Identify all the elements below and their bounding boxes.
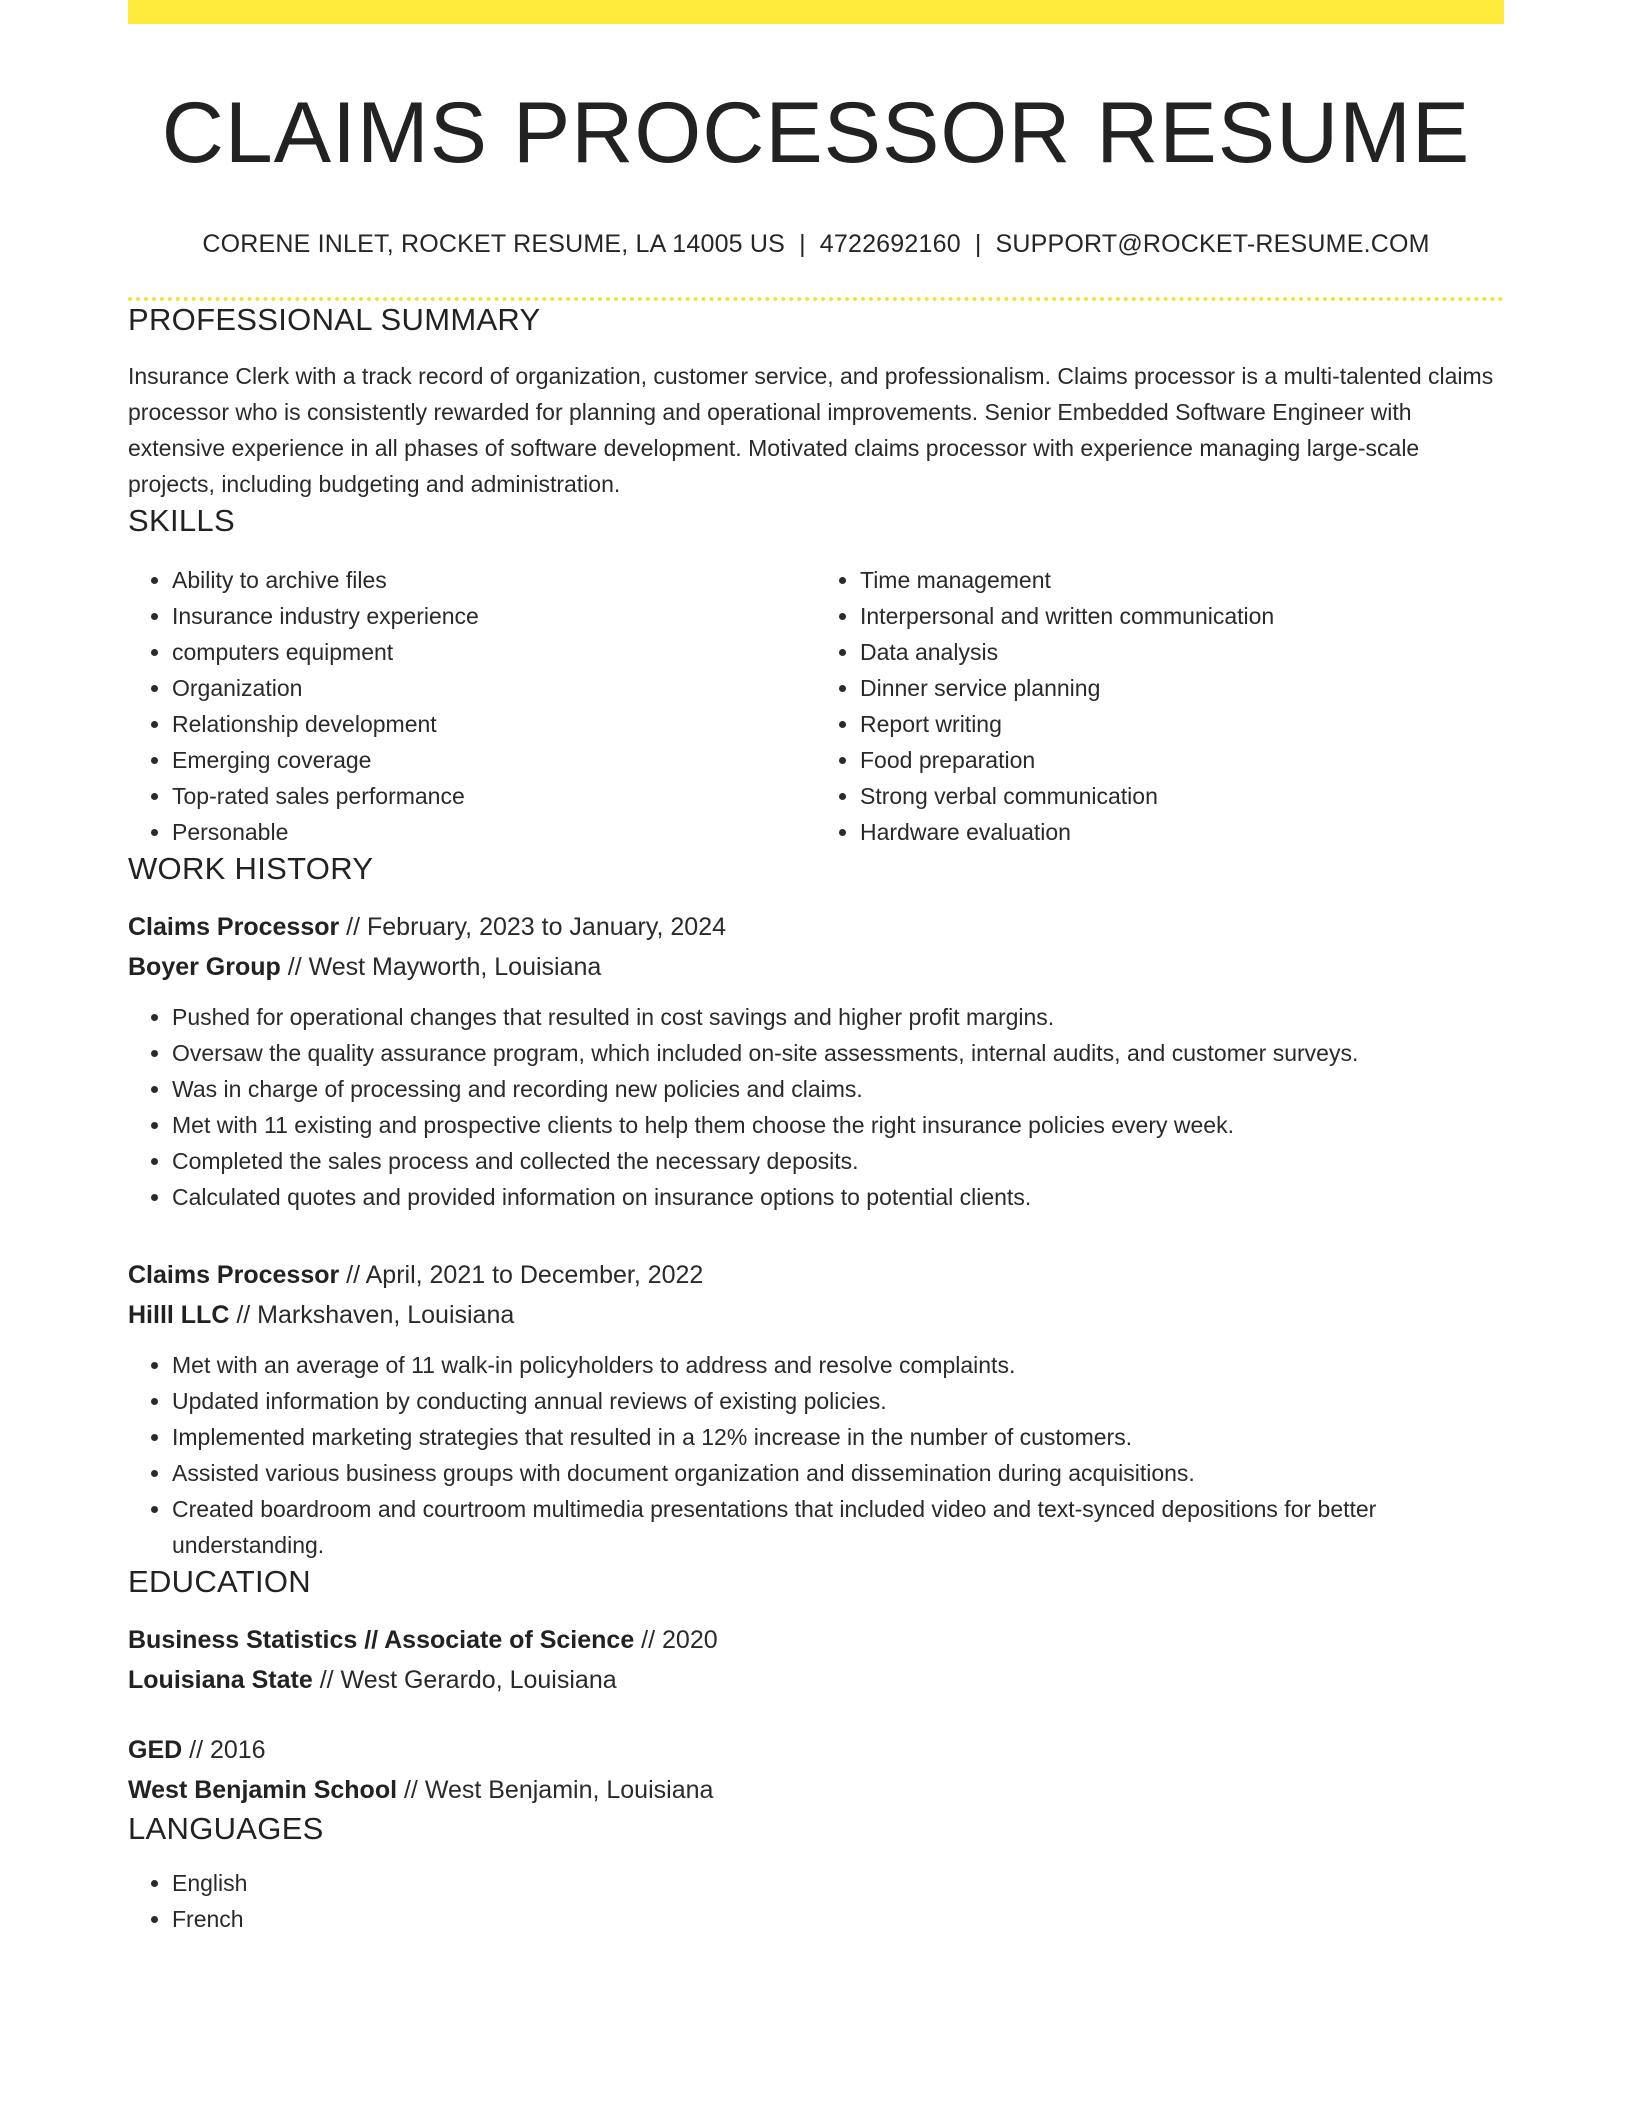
skills-heading: SKILLS <box>128 503 235 539</box>
job-dates: // February, 2023 to January, 2024 <box>339 912 727 941</box>
resume-title: CLAIMS PROCESSOR RESUME <box>161 85 1471 181</box>
skill-item: • Interpersonal and written communication <box>860 598 1504 634</box>
job-location: // Markshaven, Louisiana <box>229 1300 515 1329</box>
job-bullet: • Assisted various business groups with document organization and dissemination during acquisitions. <box>172 1455 1504 1491</box>
skill-item: • computers equipment <box>172 634 816 670</box>
languages-list <box>128 1865 1504 1937</box>
education-school-line <box>128 1770 1504 1810</box>
skill-item: • Insurance industry experience <box>172 598 816 634</box>
education-location: // West Benjamin, Louisiana <box>397 1775 714 1804</box>
education-school: West Benjamin School <box>128 1775 398 1804</box>
job-company: Hilll LLC <box>128 1300 230 1329</box>
skills-list-right <box>816 562 1504 850</box>
contact-phone: 4722692160 <box>819 230 961 259</box>
education-year: // 2020 <box>634 1625 718 1654</box>
job-company-line <box>128 1295 1504 1335</box>
languages-heading: LANGUAGES <box>128 1810 324 1846</box>
job-company: Boyer Group <box>128 952 281 981</box>
summary-heading: PROFESSIONAL SUMMARY <box>128 302 541 338</box>
language-item: • French <box>172 1901 1504 1937</box>
skill-item: • Emerging coverage <box>172 742 816 778</box>
job-bullet: • Oversaw the quality assurance program, which included on-site assessments, internal audits, and customer surveys. <box>172 1035 1504 1071</box>
language-item: • English <box>172 1865 1504 1901</box>
job-bullet: • Completed the sales process and collected the necessary deposits. <box>172 1143 1504 1179</box>
contact-separator: | <box>974 230 982 259</box>
job-bullets <box>128 999 1504 1215</box>
skill-item: • Food preparation <box>860 742 1504 778</box>
job-bullet: • Updated information by conducting annual reviews of existing policies. <box>172 1383 1504 1419</box>
education-school-line <box>128 1660 1504 1700</box>
contact-separator: | <box>799 230 806 259</box>
summary-text: Insurance Clerk with a track record of organization, customer service, and professionalism. Claims processor is a multi-talented claims processor who is consistently rewarded for planning and operational improvements. Senior Embedded Software Engineer with extensive experience in all phases of software development. Motivated claims processor with experience managing large-scale projects, including budgeting and administration. <box>128 363 1494 498</box>
contact-line <box>128 229 1504 259</box>
job-company-line <box>128 947 1504 987</box>
education-year: // 2016 <box>182 1735 266 1764</box>
skill-item: • Dinner service planning <box>860 670 1504 706</box>
job-entry <box>128 907 1504 1215</box>
education-location: // West Gerardo, Louisiana <box>312 1665 617 1694</box>
education-heading: EDUCATION <box>128 1563 311 1599</box>
skill-item: • Strong verbal communication <box>860 778 1504 814</box>
skill-item: • Organization <box>172 670 816 706</box>
education-degree: GED <box>128 1735 183 1764</box>
skill-item: • Top-rated sales performance <box>172 778 816 814</box>
job-bullet: • Created boardroom and courtroom multimedia presentations that included video and text-synced depositions for better understanding. <box>172 1491 1504 1563</box>
job-title: Claims Processor <box>128 1260 340 1289</box>
job-title-line <box>128 907 1504 947</box>
job-entry <box>128 1255 1504 1563</box>
work-history-heading: WORK HISTORY <box>128 850 374 886</box>
contact-email: SUPPORT@ROCKET-RESUME.COM <box>995 230 1430 259</box>
resume-page <box>128 0 1504 1937</box>
skills-list-left <box>128 562 816 850</box>
skill-item: • Hardware evaluation <box>860 814 1504 850</box>
job-bullets <box>128 1347 1504 1563</box>
skill-item: • Time management <box>860 562 1504 598</box>
education-degree: Business Statistics // Associate of Science <box>128 1625 635 1654</box>
job-title-line <box>128 1255 1504 1295</box>
accent-bar <box>128 0 1504 24</box>
education-degree-line <box>128 1620 1504 1660</box>
skills-columns <box>128 562 1504 850</box>
job-bullet: • Pushed for operational changes that resulted in cost savings and higher profit margins. <box>172 999 1504 1035</box>
job-bullet: • Implemented marketing strategies that resulted in a 12% increase in the number of customers. <box>172 1419 1504 1455</box>
skill-item: • Data analysis <box>860 634 1504 670</box>
education-school: Louisiana State <box>128 1665 313 1694</box>
job-title: Claims Processor <box>128 912 340 941</box>
skill-item: • Report writing <box>860 706 1504 742</box>
job-bullet: • Met with an average of 11 walk-in policyholders to address and resolve complaints. <box>172 1347 1504 1383</box>
education-entry <box>128 1620 1504 1700</box>
education-degree-line <box>128 1730 1504 1770</box>
skill-item: • Ability to archive files <box>172 562 816 598</box>
skill-item: • Relationship development <box>172 706 816 742</box>
education-entry <box>128 1730 1504 1810</box>
skill-item: • Personable <box>172 814 816 850</box>
job-bullet: • Was in charge of processing and recording new policies and claims. <box>172 1071 1504 1107</box>
job-dates: // April, 2021 to December, 2022 <box>339 1260 704 1289</box>
job-bullet: • Met with 11 existing and prospective clients to help them choose the right insurance policies every week. <box>172 1107 1504 1143</box>
job-bullet: • Calculated quotes and provided information on insurance options to potential clients. <box>172 1179 1504 1215</box>
contact-address: CORENE INLET, ROCKET RESUME, LA 14005 US <box>202 230 786 259</box>
job-location: // West Mayworth, Louisiana <box>280 952 602 981</box>
